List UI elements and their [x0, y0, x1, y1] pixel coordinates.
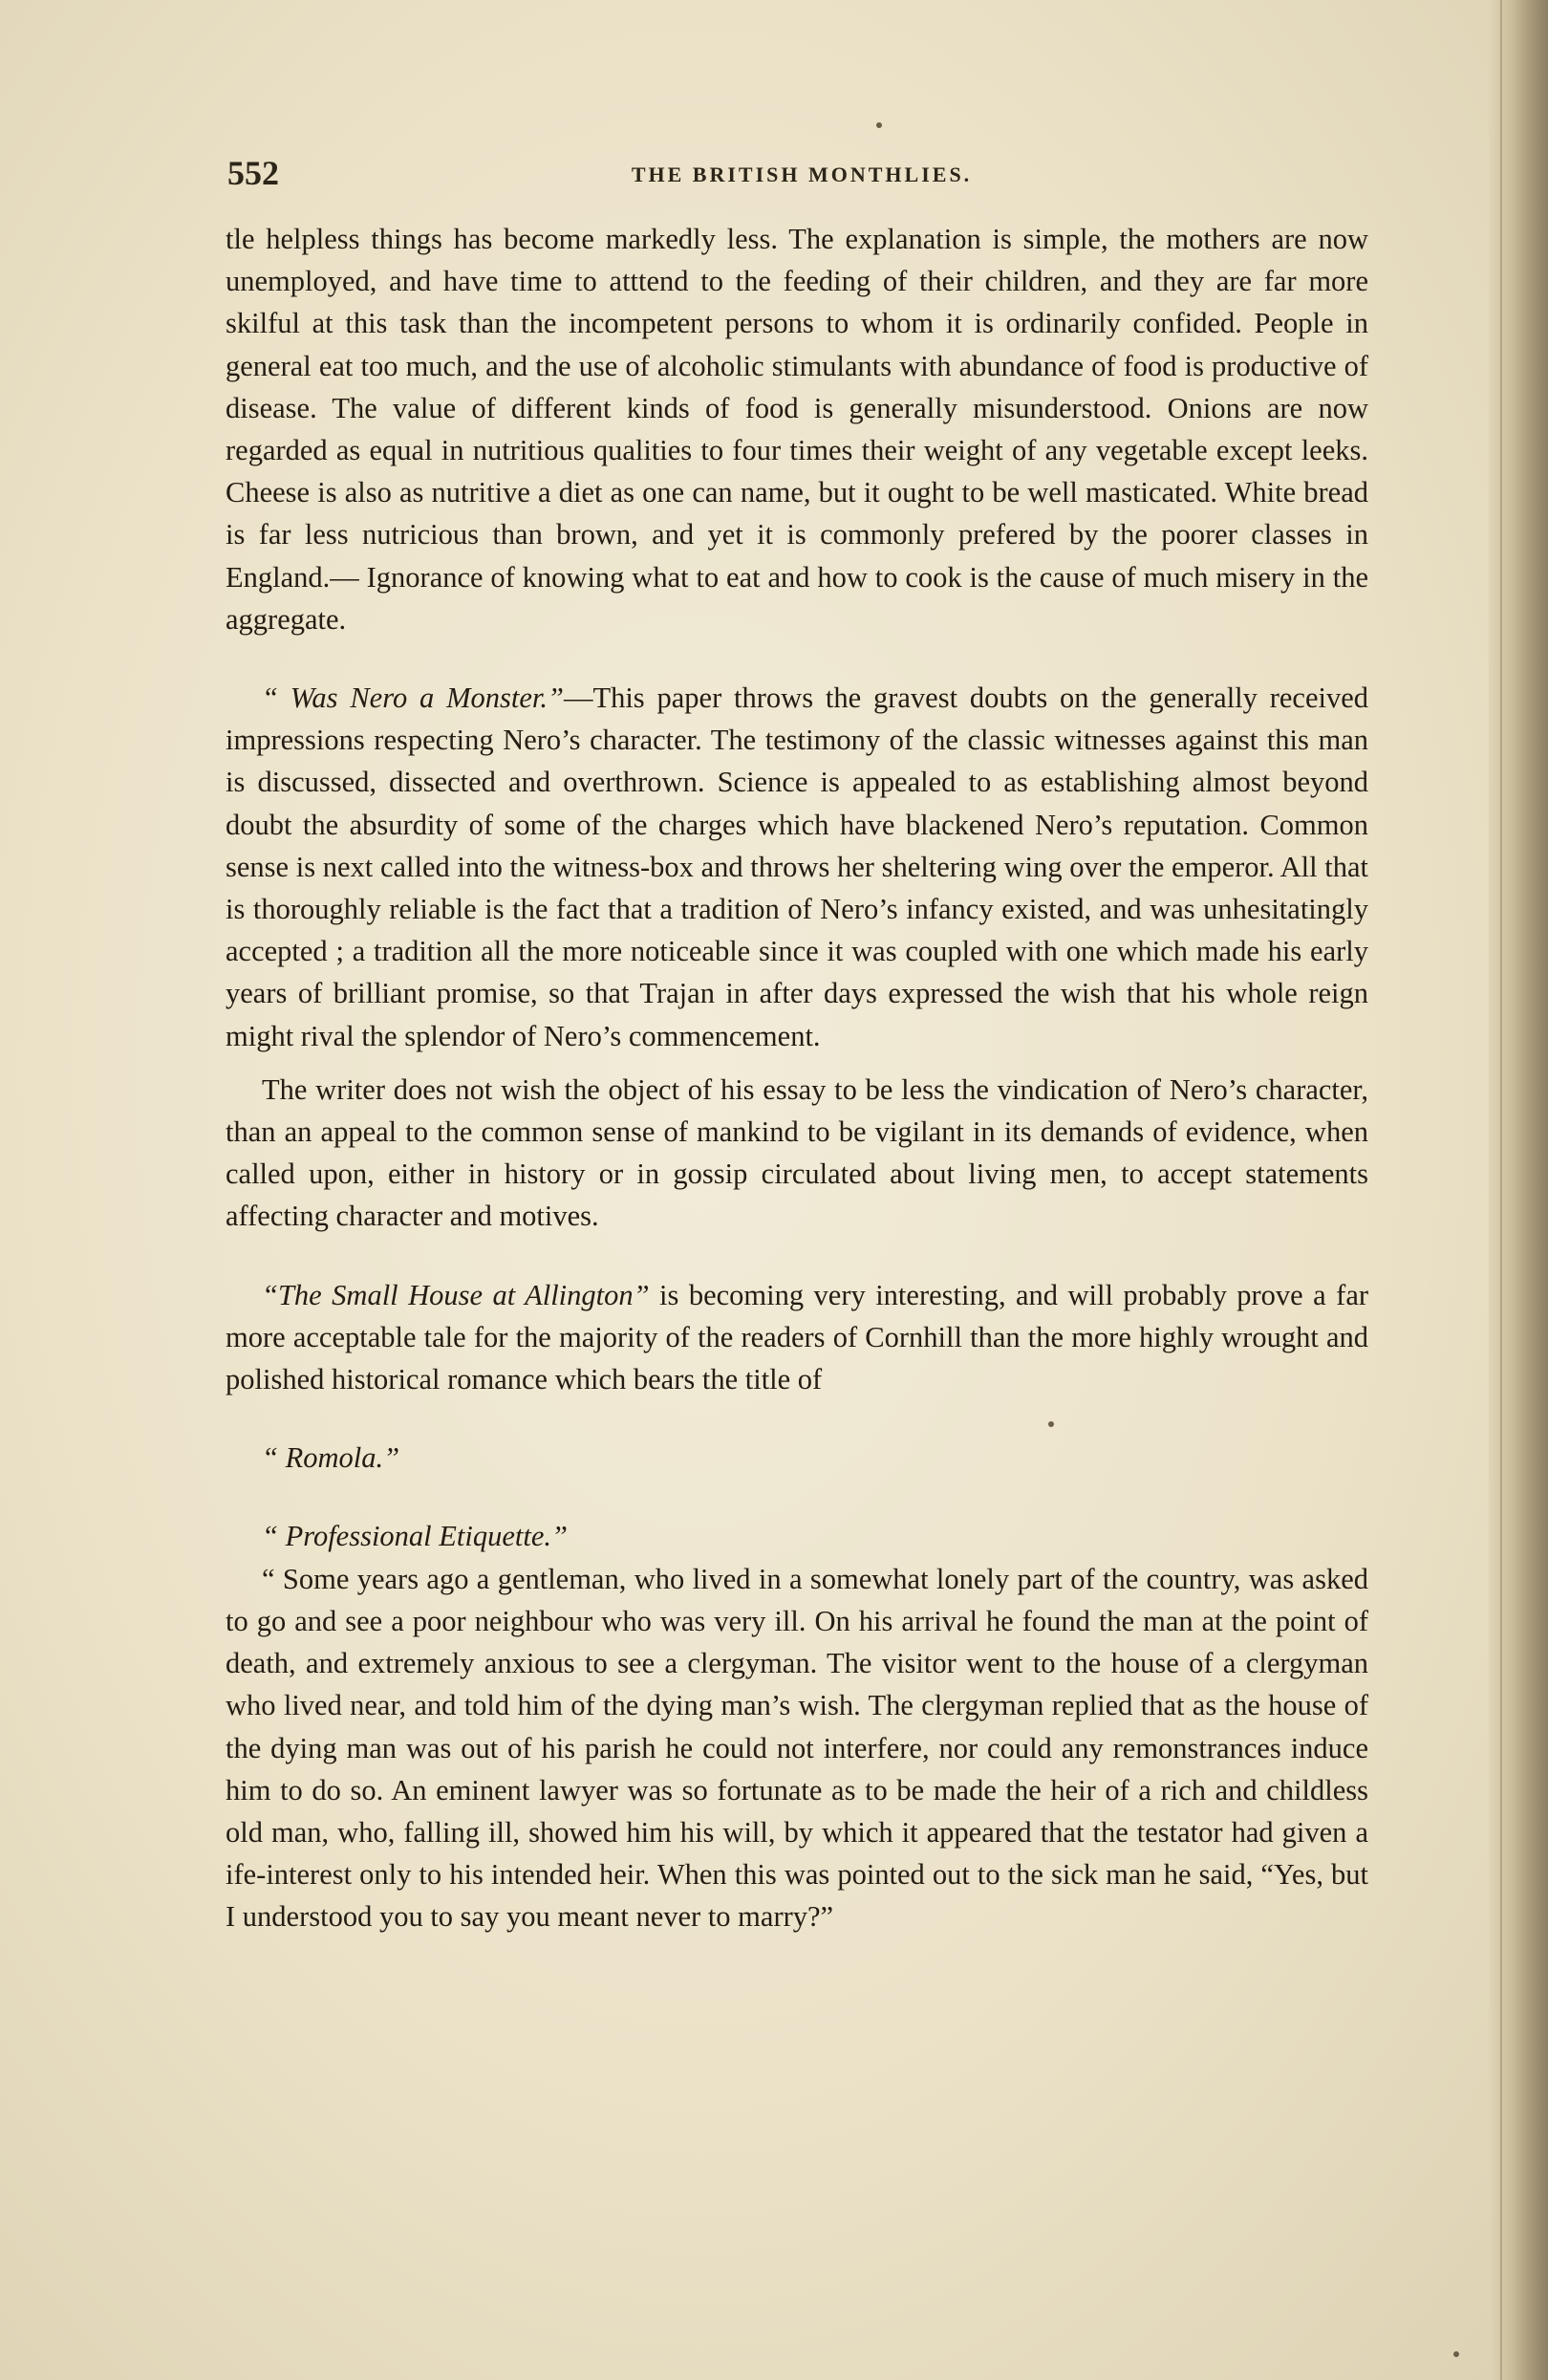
page-header: [227, 153, 1376, 191]
paragraph-etiquette: “ Some years ago a gentleman, who lived in a somewhat lonely part of the country, was asked to go and see a poor neighbour who was very ill. On his arrival he found the man at the point of death, and extremely anxious to see a clergyman. The visitor went to the house of a clergyman who lived near, and told him of the dying man’s wish. The clergyman replied that as the house of the dying man was out of his parish he could not interfere, nor could any remonstrances induce him to do so. An eminent lawyer was so fortunate as to be made the heir of a rich and childless old man, who, falling ill, showed him his will, by which it appeared that the testator had given a ife-interest only to his intended heir. When this was pointed out to the sick man he said, “Yes, but I understood you to say you meant never to marry?”: [226, 1562, 1368, 1934]
paragraph-nero-essay: The writer does not wish the object of his essay to be less the vindication of Nero’s character, than an appeal to the common sense of mankind to be vigilant in its demands of evidence, when called upon, either in history or in gossip circulated about living men, to accept statements affecting character and motives.: [226, 1072, 1368, 1233]
article-title-romola: “ Romola.”: [262, 1441, 400, 1475]
body-text: [226, 218, 1368, 1938]
page-number: 552: [227, 154, 279, 192]
paragraph-infant-feeding: tle helpless things has become markedly less. The explanation is simple, the mothers are now unemployed, and have time to atttend to the feeding of their children, and they are far more skilful at this task than the incompetent persons to whom it is ordinarily confided. People in general eat too much, and the use of alcoholic stimulants with abundance of food is productive of disease. The value of different kinds of food is generally misunderstood. Onions are now regarded as equal in nutritious qualities to four times their weight of any vegetable except leeks. Cheese is also as nutritive a diet as one can name, but it ought to be well masticated. White bread is far less nutricious than brown, and yet it is commonly prefered by the poorer classes in England.— Ignorance of knowing what to eat and how to cook is the cause of much misery in the aggregate.: [226, 223, 1368, 636]
article-title-nero: “ Was Nero a Monster.”: [262, 682, 564, 715]
ink-speck: [1453, 2351, 1459, 2357]
paragraph-nero-text: —This paper throws the gravest doubts on the generally received impressions respecting Nero’s character. The testimony of the classic witnesses against this man is discussed, dissected and overthrown. Science is appealed to as establishing almost beyond doubt the absurdity of some of the charges which have blackened Nero’s reputation. Common sense is next called into the witness-box and throws her sheltering wing over the emperor. All that is thoroughly reliable is the fact that a tradition of Nero’s infancy existed, and was unhesitatingly accepted ; a tradition all the more noticeable since it was coupled with one which made his early years of brilliant promise, so that Trajan in after days expressed the wish that his whole reign might rival the splendor of Nero’s commencement.: [226, 682, 1368, 1052]
spine-edge: [1500, 0, 1502, 2380]
article-title-etiquette: “ Professional Etiquette.”: [262, 1520, 568, 1553]
book-spine: [1489, 0, 1548, 2380]
ink-speck: [876, 122, 882, 128]
article-title-allington: “The Small House at Allington”: [262, 1278, 650, 1311]
paragraph-nero: [226, 677, 1368, 1057]
paragraph-allington-text: is becoming very interesting, and will probably prove a far more acceptable tale for the majority of the readers of Cornhill than the more highly wrought and polished historical romance which bears the title of: [226, 1278, 1369, 1396]
running-title: THE BRITISH MONTHLIES.: [631, 162, 973, 186]
paragraph-allington: [226, 1274, 1368, 1401]
